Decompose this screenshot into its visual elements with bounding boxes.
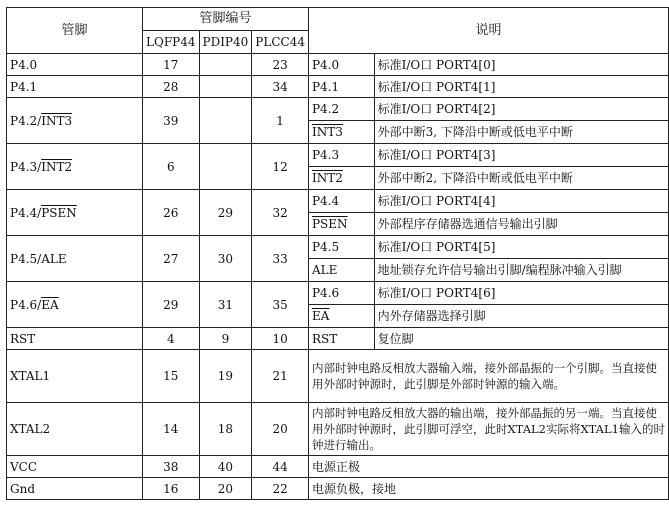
lqfp-number: 15: [143, 350, 199, 403]
pin-table: [6, 7, 669, 500]
pin-name: P4.0: [7, 54, 143, 76]
pin-name: $P4.6/\overline{EA}$: [7, 282, 143, 328]
package-header-lqfp44: LQFP44: [143, 31, 199, 54]
pdip-number: [199, 144, 252, 190]
pdip-number: 30: [199, 236, 252, 282]
pin-name: P4.4/PSEN: [7, 190, 143, 236]
pdip-number: 20: [199, 478, 252, 500]
pin-header: 管脚: [7, 8, 143, 54]
pin-name: P4.5/ALE: [7, 236, 143, 282]
pin-description: 电源正极: [308, 456, 668, 478]
lqfp-number: 4: [143, 328, 199, 350]
plcc-number: 22: [252, 478, 309, 500]
function-desc: 地址锁存允许信号输出引脚/编程脉冲输入引脚: [374, 259, 668, 282]
function-name: P4.5: [308, 236, 374, 259]
plcc-number: 34: [252, 76, 309, 98]
function-name: P4.4: [308, 190, 374, 213]
plcc-number: 32: [252, 190, 309, 236]
lqfp-number: 16: [143, 478, 199, 500]
function-name: $\overline{EA}$: [308, 305, 374, 328]
table-row: [7, 478, 669, 500]
function-desc: 外部中断2, 下降沿中断或低电平中断: [374, 167, 668, 190]
table-row: [7, 76, 669, 98]
pin-name: Gnd: [7, 478, 143, 500]
package-header-pdip40: PDIP40: [199, 31, 252, 54]
package-header-plcc44: PLCC44: [252, 31, 309, 54]
function-desc: 标准I/O口 PORT4[4]: [374, 190, 668, 213]
pdip-number: 29: [199, 190, 252, 236]
pdip-number: 18: [199, 403, 252, 456]
function-desc: 内外存储器选择引脚: [374, 305, 668, 328]
function-name: INT2: [308, 167, 374, 190]
table-row: [7, 282, 669, 305]
pin-name: P4.1: [7, 76, 143, 98]
plcc-number: 44: [252, 456, 309, 478]
function-name: RST: [308, 328, 374, 350]
function-name: INT3: [308, 121, 374, 144]
plcc-number: 35: [252, 282, 309, 328]
lqfp-number: 26: [143, 190, 199, 236]
pdip-number: 9: [199, 328, 252, 350]
function-desc: 外部程序存储器选通信号输出引脚: [374, 213, 668, 236]
pin-name: P4.3/INT2: [7, 144, 143, 190]
plcc-number: 21: [252, 350, 309, 403]
table-row: [7, 144, 669, 167]
lqfp-number: 6: [143, 144, 199, 190]
table-row: [7, 403, 669, 456]
function-name: PSEN: [308, 213, 374, 236]
plcc-number: 33: [252, 236, 309, 282]
pin-name: XTAL2: [7, 403, 143, 456]
pdip-number: 40: [199, 456, 252, 478]
pdip-number: [199, 54, 252, 76]
table-row: [7, 456, 669, 478]
function-desc: 标准I/O口 PORT4[2]: [374, 98, 668, 121]
pin-name: VCC: [7, 456, 143, 478]
pin-description: 内部时钟电路反相放大器输入端，接外部晶振的一个引脚。当直接使用外部时钟源时，此引脚是外部时钟源的输入端。: [308, 350, 668, 403]
pdip-number: [199, 76, 252, 98]
lqfp-number: 39: [143, 98, 199, 144]
function-desc: 复位脚: [374, 328, 668, 350]
pin-description: 电源负极，接地: [308, 478, 668, 500]
function-name: P4.6: [308, 282, 374, 305]
table-row: [7, 190, 669, 213]
lqfp-number: 14: [143, 403, 199, 456]
lqfp-number: 28: [143, 76, 199, 98]
function-name: P4.2: [308, 98, 374, 121]
table-row: [7, 98, 669, 121]
function-desc: 标准I/O口 PORT4[3]: [374, 144, 668, 167]
plcc-number: 12: [252, 144, 309, 190]
function-desc: 标准I/O口 PORT4[0]: [374, 54, 668, 76]
plcc-number: 20: [252, 403, 309, 456]
lqfp-number: 29: [143, 282, 199, 328]
lqfp-number: 17: [143, 54, 199, 76]
pdip-number: [199, 98, 252, 144]
description-header: 说明: [308, 8, 668, 54]
function-desc: 外部中断3, 下降沿中断或低电平中断: [374, 121, 668, 144]
function-desc: 标准I/O口 PORT4[5]: [374, 236, 668, 259]
lqfp-number: 27: [143, 236, 199, 282]
table-row: [7, 350, 669, 403]
pdip-number: 31: [199, 282, 252, 328]
function-desc: 标准I/O口 PORT4[6]: [374, 282, 668, 305]
pin-name: RST: [7, 328, 143, 350]
table-row: [7, 236, 669, 259]
pin-description: 内部时钟电路反相放大器的输出端，接外部晶振的另一端。当直接使用外部时钟源时，此引脚可浮空，此时XTAL2实际将XTAL1输入的时钟进行输出。: [308, 403, 668, 456]
pin-number-header: 管脚编号: [143, 8, 309, 31]
pin-name: P4.2/INT3: [7, 98, 143, 144]
pin-name: XTAL1: [7, 350, 143, 403]
plcc-number: 10: [252, 328, 309, 350]
plcc-number: 1: [252, 98, 309, 144]
function-name: ALE: [308, 259, 374, 282]
function-desc: 标准I/O口 PORT4[1]: [374, 76, 668, 98]
plcc-number: 23: [252, 54, 309, 76]
table-row: [7, 54, 669, 76]
table-row: [7, 328, 669, 350]
function-name: P4.0: [308, 54, 374, 76]
function-name: P4.1: [308, 76, 374, 98]
function-name: P4.3: [308, 144, 374, 167]
pdip-number: 19: [199, 350, 252, 403]
lqfp-number: 38: [143, 456, 199, 478]
